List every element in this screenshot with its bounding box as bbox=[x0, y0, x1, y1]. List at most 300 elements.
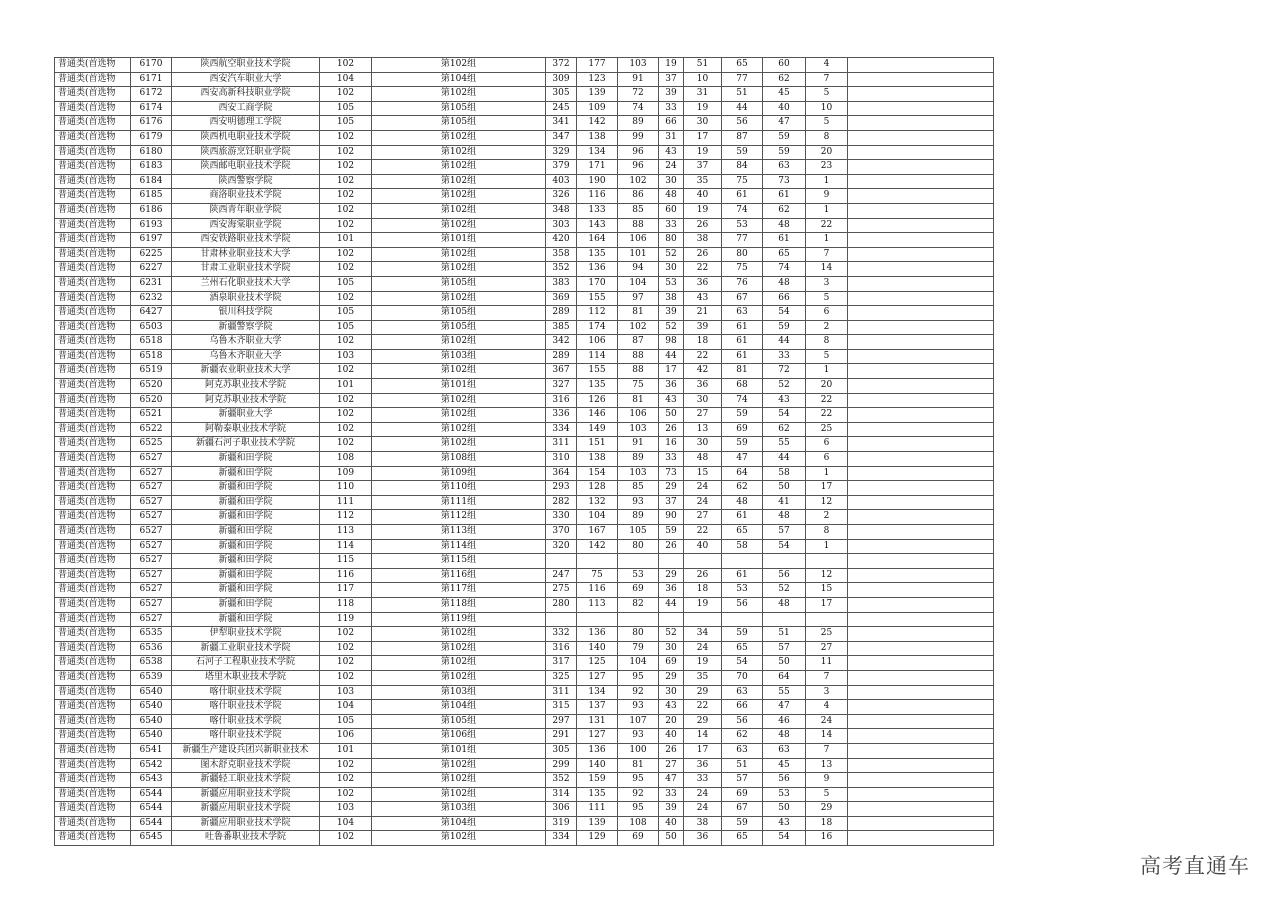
cell-school-code: 6541 bbox=[131, 743, 172, 758]
cell-total-score: 245 bbox=[546, 101, 577, 116]
table-row bbox=[55, 481, 994, 496]
cell-school-name: 新疆应用职业技术学院 bbox=[172, 816, 320, 831]
table-row bbox=[55, 714, 994, 729]
cell-school-name: 新疆和田学院 bbox=[172, 495, 320, 510]
cell-score-d: 48 bbox=[684, 452, 722, 467]
table-row bbox=[55, 495, 994, 510]
cell-score-c bbox=[659, 612, 684, 627]
cell-score-a: 149 bbox=[577, 422, 618, 437]
cell-score-c: 73 bbox=[659, 466, 684, 481]
cell-group-name: 第102组 bbox=[372, 203, 546, 218]
cell-score-b: 101 bbox=[618, 247, 659, 262]
cell-score-a: 75 bbox=[577, 568, 618, 583]
cell-total-score: 364 bbox=[546, 466, 577, 481]
cell-school-code: 6171 bbox=[131, 72, 172, 87]
cell-category: 普通类(首选物 bbox=[55, 816, 131, 831]
cell-score-d: 18 bbox=[684, 335, 722, 350]
cell-school-code: 6540 bbox=[131, 700, 172, 715]
cell-blank bbox=[848, 247, 994, 262]
cell-total-score: 305 bbox=[546, 743, 577, 758]
cell-group-code: 102 bbox=[320, 189, 372, 204]
cell-category: 普通类(首选物 bbox=[55, 758, 131, 773]
table-row bbox=[55, 393, 994, 408]
cell-school-name: 新疆应用职业技术学院 bbox=[172, 787, 320, 802]
cell-score-f: 62 bbox=[763, 72, 806, 87]
cell-rank bbox=[806, 612, 848, 627]
cell-score-d: 31 bbox=[684, 87, 722, 102]
table-row bbox=[55, 422, 994, 437]
cell-school-code: 6519 bbox=[131, 364, 172, 379]
table-row bbox=[55, 174, 994, 189]
cell-rank: 3 bbox=[806, 276, 848, 291]
cell-group-name: 第101组 bbox=[372, 743, 546, 758]
cell-score-d: 26 bbox=[684, 247, 722, 262]
cell-blank bbox=[848, 262, 994, 277]
cell-score-e: 61 bbox=[722, 349, 763, 364]
cell-blank bbox=[848, 87, 994, 102]
cell-score-d: 43 bbox=[684, 291, 722, 306]
cell-score-c: 30 bbox=[659, 174, 684, 189]
cell-score-b: 89 bbox=[618, 116, 659, 131]
cell-school-code: 6186 bbox=[131, 203, 172, 218]
cell-category: 普通类(首选物 bbox=[55, 627, 131, 642]
cell-total-score: 352 bbox=[546, 773, 577, 788]
cell-group-code: 102 bbox=[320, 87, 372, 102]
cell-score-b: 106 bbox=[618, 233, 659, 248]
cell-group-name: 第102组 bbox=[372, 670, 546, 685]
cell-score-b: 88 bbox=[618, 349, 659, 364]
cell-school-name: 新疆和田学院 bbox=[172, 525, 320, 540]
cell-rank: 1 bbox=[806, 466, 848, 481]
cell-total-score bbox=[546, 612, 577, 627]
cell-score-d: 29 bbox=[684, 714, 722, 729]
cell-group-code: 109 bbox=[320, 466, 372, 481]
cell-school-name: 陕西邮电职业技术学院 bbox=[172, 160, 320, 175]
cell-score-e: 44 bbox=[722, 101, 763, 116]
cell-score-e: 51 bbox=[722, 758, 763, 773]
cell-blank bbox=[848, 364, 994, 379]
table-row bbox=[55, 306, 994, 321]
cell-school-name: 陕西青年职业学院 bbox=[172, 203, 320, 218]
cell-score-d: 36 bbox=[684, 276, 722, 291]
cell-school-name: 陕西旅游烹饪职业学院 bbox=[172, 145, 320, 160]
cell-total-score: 311 bbox=[546, 685, 577, 700]
cell-score-f: 56 bbox=[763, 773, 806, 788]
cell-score-a bbox=[577, 612, 618, 627]
cell-score-f: 54 bbox=[763, 831, 806, 846]
cell-score-c: 29 bbox=[659, 670, 684, 685]
cell-score-a: 126 bbox=[577, 393, 618, 408]
cell-school-name: 西安高新科技职业学院 bbox=[172, 87, 320, 102]
table-row bbox=[55, 583, 994, 598]
cell-group-name: 第102组 bbox=[372, 773, 546, 788]
cell-score-d: 19 bbox=[684, 597, 722, 612]
cell-score-c: 39 bbox=[659, 306, 684, 321]
cell-score-b: 87 bbox=[618, 335, 659, 350]
cell-score-a: 151 bbox=[577, 437, 618, 452]
cell-group-code: 105 bbox=[320, 320, 372, 335]
table-row bbox=[55, 116, 994, 131]
cell-score-f: 58 bbox=[763, 466, 806, 481]
cell-score-d: 38 bbox=[684, 816, 722, 831]
cell-score-a: 136 bbox=[577, 627, 618, 642]
cell-rank: 9 bbox=[806, 189, 848, 204]
table-row bbox=[55, 364, 994, 379]
table-row bbox=[55, 670, 994, 685]
cell-score-e: 59 bbox=[722, 816, 763, 831]
cell-blank bbox=[848, 700, 994, 715]
cell-school-name: 阿克苏职业技术学院 bbox=[172, 393, 320, 408]
cell-school-name: 兰州石化职业技术大学 bbox=[172, 276, 320, 291]
cell-score-b: 104 bbox=[618, 276, 659, 291]
table-row bbox=[55, 802, 994, 817]
cell-rank: 20 bbox=[806, 145, 848, 160]
cell-school-name: 吐鲁番职业技术学院 bbox=[172, 831, 320, 846]
cell-blank bbox=[848, 174, 994, 189]
table-row bbox=[55, 203, 994, 218]
cell-score-b: 93 bbox=[618, 700, 659, 715]
cell-blank bbox=[848, 758, 994, 773]
cell-score-e: 65 bbox=[722, 525, 763, 540]
cell-group-code: 102 bbox=[320, 218, 372, 233]
cell-score-b: 91 bbox=[618, 72, 659, 87]
table-row bbox=[55, 612, 994, 627]
cell-total-score: 329 bbox=[546, 145, 577, 160]
cell-total-score: 330 bbox=[546, 510, 577, 525]
cell-group-code: 105 bbox=[320, 276, 372, 291]
cell-score-d bbox=[684, 612, 722, 627]
cell-score-f: 40 bbox=[763, 101, 806, 116]
cell-group-code: 113 bbox=[320, 525, 372, 540]
cell-blank bbox=[848, 335, 994, 350]
cell-score-f: 50 bbox=[763, 481, 806, 496]
cell-score-b: 69 bbox=[618, 831, 659, 846]
cell-rank: 6 bbox=[806, 437, 848, 452]
cell-score-f: 72 bbox=[763, 364, 806, 379]
cell-blank bbox=[848, 670, 994, 685]
cell-category: 普通类(首选物 bbox=[55, 189, 131, 204]
cell-score-c: 66 bbox=[659, 116, 684, 131]
cell-score-b: 103 bbox=[618, 466, 659, 481]
cell-group-code: 102 bbox=[320, 670, 372, 685]
cell-total-score: 297 bbox=[546, 714, 577, 729]
cell-rank: 25 bbox=[806, 422, 848, 437]
cell-score-a: 155 bbox=[577, 291, 618, 306]
cell-rank: 2 bbox=[806, 320, 848, 335]
cell-score-c: 52 bbox=[659, 247, 684, 262]
cell-school-code: 6535 bbox=[131, 627, 172, 642]
cell-school-name: 新疆石河子职业技术学院 bbox=[172, 437, 320, 452]
cell-score-a: 134 bbox=[577, 685, 618, 700]
cell-score-c: 59 bbox=[659, 525, 684, 540]
cell-score-e: 63 bbox=[722, 743, 763, 758]
cell-score-b: 102 bbox=[618, 320, 659, 335]
cell-rank: 29 bbox=[806, 802, 848, 817]
cell-school-code: 6170 bbox=[131, 58, 172, 73]
cell-score-b: 93 bbox=[618, 729, 659, 744]
cell-score-c: 90 bbox=[659, 510, 684, 525]
cell-rank: 22 bbox=[806, 218, 848, 233]
cell-score-f: 48 bbox=[763, 510, 806, 525]
cell-school-name: 石河子工程职业技术学院 bbox=[172, 656, 320, 671]
cell-group-name: 第117组 bbox=[372, 583, 546, 598]
cell-rank: 17 bbox=[806, 597, 848, 612]
table-row bbox=[55, 452, 994, 467]
cell-score-c: 24 bbox=[659, 160, 684, 175]
cell-score-a: 138 bbox=[577, 452, 618, 467]
cell-total-score: 332 bbox=[546, 627, 577, 642]
cell-score-c: 31 bbox=[659, 130, 684, 145]
cell-score-c: 44 bbox=[659, 349, 684, 364]
cell-school-code: 6540 bbox=[131, 714, 172, 729]
cell-blank bbox=[848, 276, 994, 291]
cell-score-e: 61 bbox=[722, 320, 763, 335]
cell-group-code: 110 bbox=[320, 481, 372, 496]
cell-score-c bbox=[659, 554, 684, 569]
cell-score-b: 81 bbox=[618, 393, 659, 408]
cell-rank: 5 bbox=[806, 787, 848, 802]
cell-score-b: 92 bbox=[618, 685, 659, 700]
cell-score-f: 47 bbox=[763, 116, 806, 131]
cell-score-c: 39 bbox=[659, 802, 684, 817]
cell-group-name: 第110组 bbox=[372, 481, 546, 496]
cell-rank: 7 bbox=[806, 72, 848, 87]
table-row bbox=[55, 276, 994, 291]
cell-category: 普通类(首选物 bbox=[55, 306, 131, 321]
cell-school-code: 6521 bbox=[131, 408, 172, 423]
cell-blank bbox=[848, 495, 994, 510]
cell-score-e: 75 bbox=[722, 262, 763, 277]
cell-school-name: 喀什职业技术学院 bbox=[172, 700, 320, 715]
cell-score-a: 128 bbox=[577, 481, 618, 496]
cell-rank: 4 bbox=[806, 700, 848, 715]
cell-group-name: 第105组 bbox=[372, 714, 546, 729]
cell-score-e: 56 bbox=[722, 116, 763, 131]
cell-group-code: 106 bbox=[320, 729, 372, 744]
cell-score-e: 61 bbox=[722, 189, 763, 204]
table-row bbox=[55, 743, 994, 758]
table-row bbox=[55, 130, 994, 145]
cell-group-name: 第102组 bbox=[372, 130, 546, 145]
cell-score-b: 85 bbox=[618, 481, 659, 496]
cell-score-d: 24 bbox=[684, 802, 722, 817]
cell-blank bbox=[848, 656, 994, 671]
cell-rank: 1 bbox=[806, 203, 848, 218]
cell-blank bbox=[848, 437, 994, 452]
cell-score-a: 133 bbox=[577, 203, 618, 218]
cell-score-e: 62 bbox=[722, 729, 763, 744]
cell-blank bbox=[848, 101, 994, 116]
cell-school-name: 西安海棠职业学院 bbox=[172, 218, 320, 233]
cell-score-a: 127 bbox=[577, 670, 618, 685]
cell-group-code: 104 bbox=[320, 72, 372, 87]
cell-blank bbox=[848, 802, 994, 817]
table-row bbox=[55, 554, 994, 569]
cell-score-e: 81 bbox=[722, 364, 763, 379]
cell-category: 普通类(首选物 bbox=[55, 510, 131, 525]
cell-score-c: 17 bbox=[659, 364, 684, 379]
cell-category: 普通类(首选物 bbox=[55, 685, 131, 700]
cell-school-name: 新疆和田学院 bbox=[172, 554, 320, 569]
cell-group-name: 第105组 bbox=[372, 101, 546, 116]
table-row bbox=[55, 758, 994, 773]
cell-group-code: 102 bbox=[320, 627, 372, 642]
cell-score-b: 81 bbox=[618, 758, 659, 773]
cell-category: 普通类(首选物 bbox=[55, 276, 131, 291]
cell-rank: 9 bbox=[806, 773, 848, 788]
cell-score-d: 30 bbox=[684, 393, 722, 408]
cell-score-e: 63 bbox=[722, 306, 763, 321]
cell-rank: 1 bbox=[806, 233, 848, 248]
cell-blank bbox=[848, 130, 994, 145]
cell-score-e: 67 bbox=[722, 802, 763, 817]
cell-school-code: 6544 bbox=[131, 802, 172, 817]
cell-score-c: 29 bbox=[659, 481, 684, 496]
cell-group-name: 第104组 bbox=[372, 700, 546, 715]
cell-rank: 15 bbox=[806, 583, 848, 598]
cell-score-e: 74 bbox=[722, 203, 763, 218]
cell-total-score: 347 bbox=[546, 130, 577, 145]
cell-school-code: 6545 bbox=[131, 831, 172, 846]
cell-school-code: 6539 bbox=[131, 670, 172, 685]
table-row bbox=[55, 656, 994, 671]
cell-score-d: 17 bbox=[684, 743, 722, 758]
cell-score-d: 14 bbox=[684, 729, 722, 744]
cell-group-code: 102 bbox=[320, 393, 372, 408]
cell-category: 普通类(首选物 bbox=[55, 641, 131, 656]
cell-score-a: 131 bbox=[577, 714, 618, 729]
cell-score-b: 75 bbox=[618, 379, 659, 394]
cell-school-code: 6540 bbox=[131, 685, 172, 700]
cell-category: 普通类(首选物 bbox=[55, 773, 131, 788]
cell-group-code: 105 bbox=[320, 101, 372, 116]
cell-total-score bbox=[546, 554, 577, 569]
cell-score-c: 98 bbox=[659, 335, 684, 350]
cell-score-b: 104 bbox=[618, 656, 659, 671]
cell-category: 普通类(首选物 bbox=[55, 174, 131, 189]
cell-school-name: 西安明德理工学院 bbox=[172, 116, 320, 131]
cell-score-a: 132 bbox=[577, 495, 618, 510]
cell-score-c: 38 bbox=[659, 291, 684, 306]
cell-score-b bbox=[618, 612, 659, 627]
cell-school-code: 6527 bbox=[131, 481, 172, 496]
cell-score-d: 27 bbox=[684, 510, 722, 525]
cell-score-d: 35 bbox=[684, 670, 722, 685]
cell-blank bbox=[848, 116, 994, 131]
cell-score-c: 37 bbox=[659, 72, 684, 87]
cell-total-score: 293 bbox=[546, 481, 577, 496]
cell-score-d: 24 bbox=[684, 481, 722, 496]
table-row bbox=[55, 320, 994, 335]
cell-score-f: 47 bbox=[763, 700, 806, 715]
cell-group-name: 第102组 bbox=[372, 335, 546, 350]
cell-category: 普通类(首选物 bbox=[55, 320, 131, 335]
cell-blank bbox=[848, 816, 994, 831]
cell-school-name: 甘肃林业职业技术大学 bbox=[172, 247, 320, 262]
cell-category: 普通类(首选物 bbox=[55, 408, 131, 423]
cell-group-name: 第115组 bbox=[372, 554, 546, 569]
cell-score-a: 109 bbox=[577, 101, 618, 116]
cell-score-d: 33 bbox=[684, 773, 722, 788]
cell-score-a: 127 bbox=[577, 729, 618, 744]
cell-score-c: 44 bbox=[659, 597, 684, 612]
cell-score-c: 33 bbox=[659, 101, 684, 116]
cell-score-b: 95 bbox=[618, 802, 659, 817]
cell-score-e: 57 bbox=[722, 773, 763, 788]
cell-total-score: 325 bbox=[546, 670, 577, 685]
cell-score-d: 19 bbox=[684, 145, 722, 160]
cell-rank: 5 bbox=[806, 291, 848, 306]
cell-group-code: 115 bbox=[320, 554, 372, 569]
cell-category: 普通类(首选物 bbox=[55, 831, 131, 846]
cell-rank: 23 bbox=[806, 160, 848, 175]
cell-total-score: 383 bbox=[546, 276, 577, 291]
cell-group-code: 102 bbox=[320, 160, 372, 175]
cell-score-d: 35 bbox=[684, 174, 722, 189]
cell-score-d: 22 bbox=[684, 700, 722, 715]
cell-score-d: 30 bbox=[684, 437, 722, 452]
cell-score-b: 81 bbox=[618, 306, 659, 321]
cell-score-d: 39 bbox=[684, 320, 722, 335]
cell-score-b: 72 bbox=[618, 87, 659, 102]
cell-score-f: 73 bbox=[763, 174, 806, 189]
cell-score-a: 113 bbox=[577, 597, 618, 612]
cell-school-name: 甘肃工业职业技术学院 bbox=[172, 262, 320, 277]
cell-score-e: 59 bbox=[722, 145, 763, 160]
cell-category: 普通类(首选物 bbox=[55, 612, 131, 627]
cell-total-score: 310 bbox=[546, 452, 577, 467]
cell-score-a: 114 bbox=[577, 349, 618, 364]
cell-total-score: 367 bbox=[546, 364, 577, 379]
cell-school-name: 阿克苏职业技术学院 bbox=[172, 379, 320, 394]
cell-total-score: 403 bbox=[546, 174, 577, 189]
cell-total-score: 299 bbox=[546, 758, 577, 773]
cell-group-name: 第105组 bbox=[372, 320, 546, 335]
cell-score-c: 80 bbox=[659, 233, 684, 248]
cell-school-code: 6527 bbox=[131, 583, 172, 598]
cell-category: 普通类(首选物 bbox=[55, 233, 131, 248]
cell-score-f: 50 bbox=[763, 656, 806, 671]
cell-score-e bbox=[722, 612, 763, 627]
watermark-text: 高考直通车 bbox=[1140, 854, 1250, 878]
cell-score-b: 89 bbox=[618, 452, 659, 467]
cell-score-f: 62 bbox=[763, 203, 806, 218]
cell-score-c: 50 bbox=[659, 408, 684, 423]
cell-total-score: 319 bbox=[546, 816, 577, 831]
cell-score-d: 38 bbox=[684, 233, 722, 248]
cell-score-e: 67 bbox=[722, 291, 763, 306]
cell-score-f: 59 bbox=[763, 145, 806, 160]
cell-category: 普通类(首选物 bbox=[55, 203, 131, 218]
cell-blank bbox=[848, 233, 994, 248]
cell-school-name: 陕西航空职业技术学院 bbox=[172, 58, 320, 73]
cell-total-score: 314 bbox=[546, 787, 577, 802]
cell-blank bbox=[848, 539, 994, 554]
cell-total-score: 336 bbox=[546, 408, 577, 423]
cell-rank: 5 bbox=[806, 87, 848, 102]
cell-score-a: 177 bbox=[577, 58, 618, 73]
cell-score-e: 75 bbox=[722, 174, 763, 189]
cell-group-code: 101 bbox=[320, 379, 372, 394]
cell-score-a: 136 bbox=[577, 262, 618, 277]
cell-score-e: 61 bbox=[722, 335, 763, 350]
cell-group-code: 102 bbox=[320, 656, 372, 671]
cell-group-code: 102 bbox=[320, 130, 372, 145]
cell-group-name: 第102组 bbox=[372, 408, 546, 423]
table-row bbox=[55, 568, 994, 583]
cell-group-code: 104 bbox=[320, 700, 372, 715]
cell-category: 普通类(首选物 bbox=[55, 218, 131, 233]
